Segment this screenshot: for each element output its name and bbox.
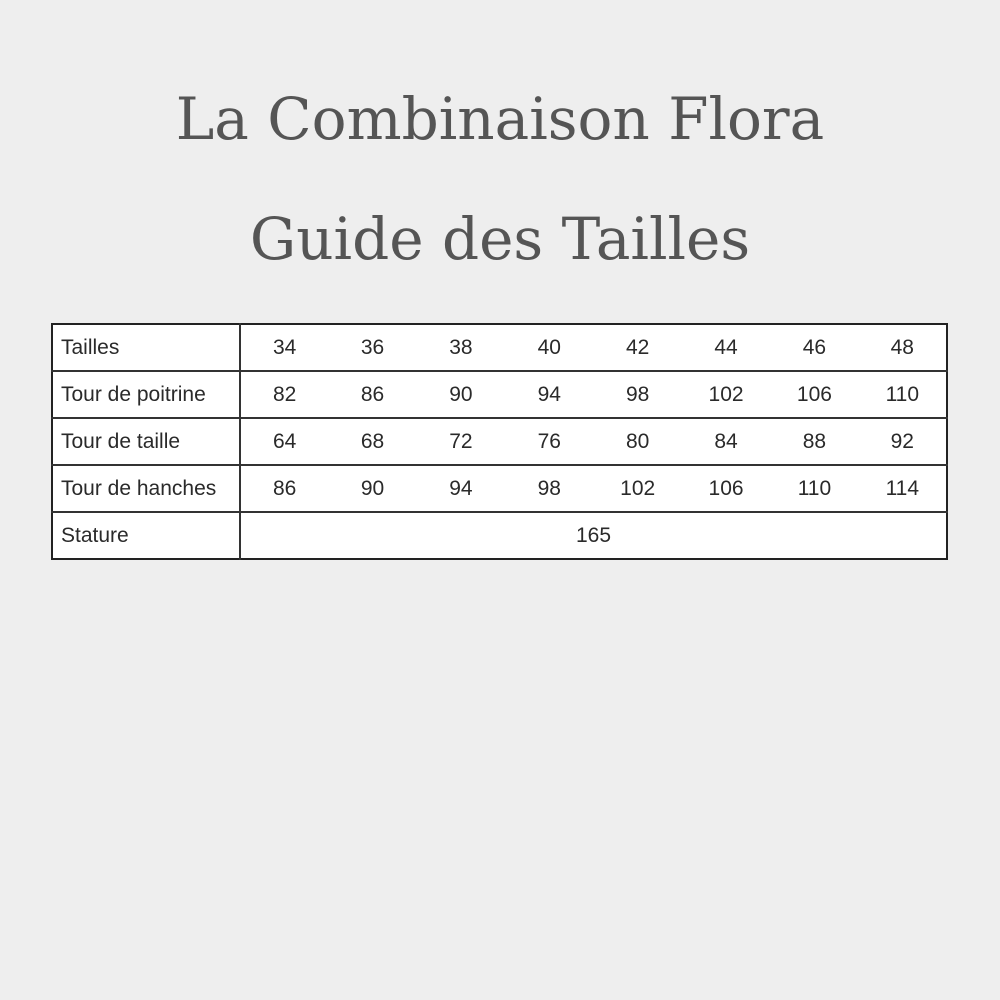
- table-cell: 102: [682, 371, 770, 418]
- row-label: Tour de taille: [52, 418, 240, 465]
- table-cell: 98: [505, 465, 593, 512]
- table-cell: 38: [449, 335, 473, 359]
- table-cell: 94: [505, 371, 593, 418]
- table-cell: 90: [328, 465, 416, 512]
- table-row-tailles: [52, 324, 947, 371]
- table-cell: 102: [594, 465, 682, 512]
- size-chart-table: [51, 323, 948, 560]
- table-cell: 106: [682, 465, 770, 512]
- table-cell: 98: [594, 371, 682, 418]
- page-title: La Combinaison Flora: [175, 85, 825, 153]
- table-cell: 110: [770, 465, 858, 512]
- table-cell: 80: [594, 418, 682, 465]
- table-row-tour-de-poitrine: [52, 371, 947, 418]
- table-cell: 72: [417, 418, 505, 465]
- table-cell: 86: [328, 371, 416, 418]
- row-label: Stature: [52, 512, 240, 559]
- table-cell: 82: [240, 371, 328, 418]
- row-label: Tour de poitrine: [52, 371, 240, 418]
- table-cell: 94: [417, 465, 505, 512]
- table-cell: 92: [859, 418, 947, 465]
- table-cell: 90: [417, 371, 505, 418]
- table-row-tour-de-taille: [52, 418, 947, 465]
- table-cell: 110: [859, 371, 947, 418]
- table-cell: 40: [537, 335, 561, 359]
- table-cell: 76: [505, 418, 593, 465]
- table-cell: 46: [802, 335, 827, 359]
- table-cell: 36: [360, 335, 385, 359]
- table-cell: 106: [770, 371, 858, 418]
- row-label: Tailles: [52, 324, 240, 371]
- table-cell: 86: [240, 465, 328, 512]
- table-cell: 48: [890, 335, 914, 359]
- row-label: Tour de hanches: [52, 465, 240, 512]
- table-cell: 84: [682, 418, 770, 465]
- table-row-stature: [52, 512, 947, 559]
- table-cell: 114: [859, 465, 947, 512]
- table-cell: 68: [328, 418, 416, 465]
- table-cell: 88: [770, 418, 858, 465]
- table-cell: 42: [626, 335, 650, 359]
- table-cell: 44: [714, 335, 738, 359]
- table-row-tour-de-hanches: [52, 465, 947, 512]
- table-cell: 64: [240, 418, 328, 465]
- table-cell: 34: [273, 335, 297, 359]
- stature-value: 165: [240, 512, 947, 559]
- page-subtitle: Guide des Tailles: [249, 205, 751, 273]
